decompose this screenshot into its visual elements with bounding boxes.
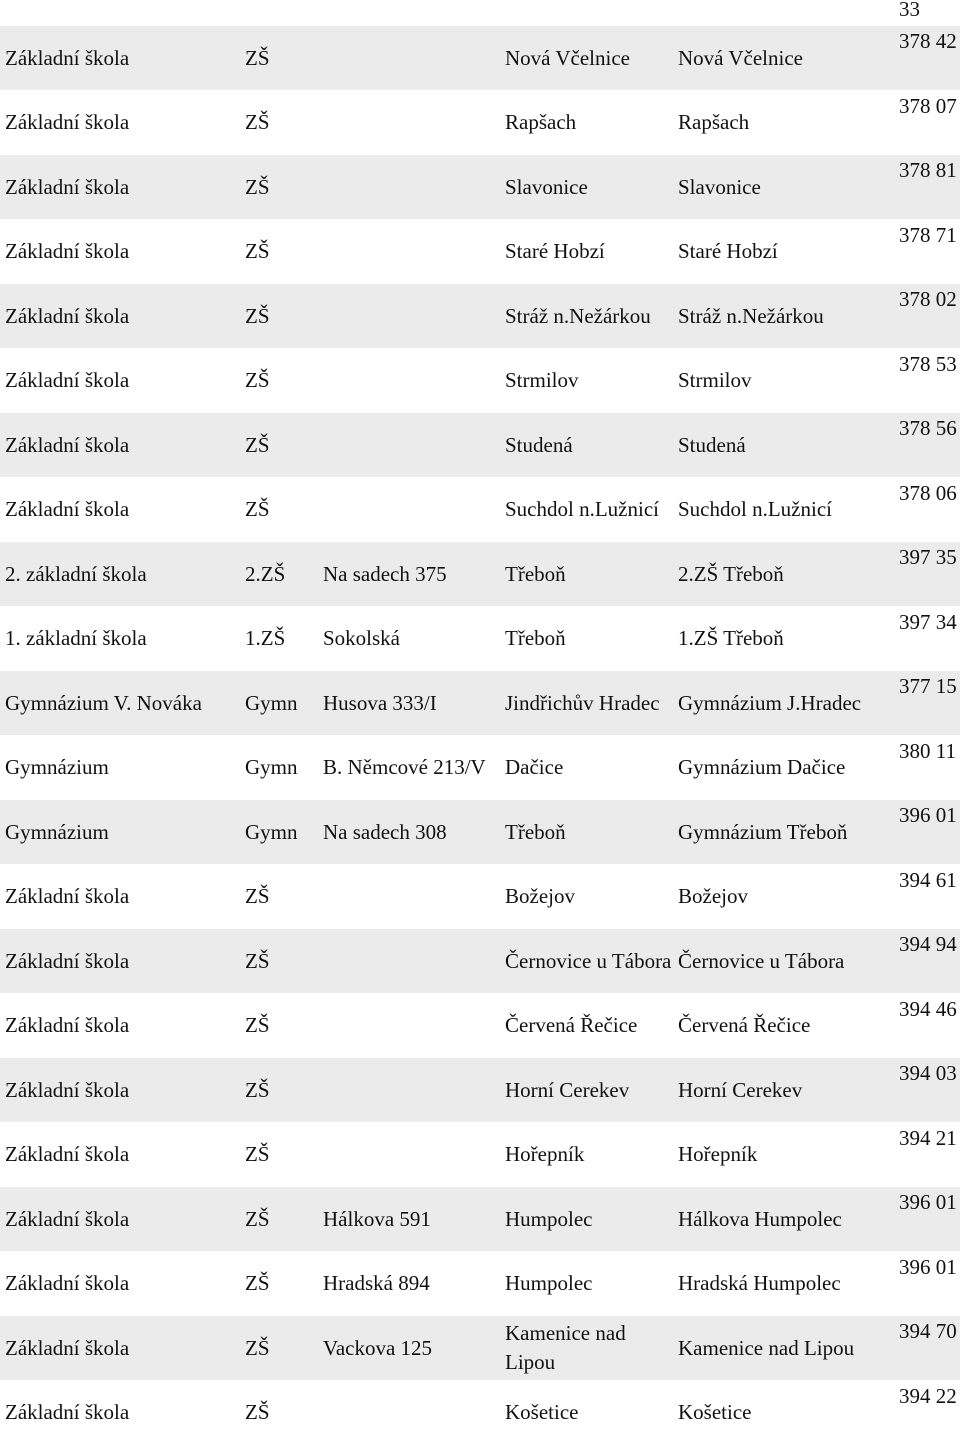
school-short-name-cell: [678, 929, 893, 993]
school-type: Základní škola: [5, 1076, 129, 1105]
school-short-name: Rapšach: [678, 108, 749, 137]
school-short-name-cell: [678, 349, 893, 413]
city: Humpolec: [505, 1269, 592, 1298]
school-short-name: Gymnázium J.Hradec: [678, 689, 861, 718]
school-short-name: Staré Hobzí: [678, 237, 778, 266]
postal-code-cell: [899, 1316, 957, 1380]
table-row: [0, 1123, 960, 1188]
school-short-name: Hořepník: [678, 1140, 757, 1169]
school-short-name-cell: [678, 220, 893, 284]
postal-code: 378 81: [899, 156, 957, 185]
school-type: Základní škola: [5, 1205, 129, 1234]
city: Třeboň: [505, 560, 566, 589]
school-abbr: ZŠ: [245, 366, 270, 395]
school-type-cell: [5, 26, 241, 90]
school-type-cell: [5, 736, 241, 800]
postal-code-cell: [899, 284, 957, 348]
postal-code: 396 01: [899, 1253, 957, 1282]
school-type: Základní škola: [5, 44, 129, 73]
school-short-name-cell: [678, 1058, 893, 1122]
school-type: Gymnázium V. Nováka: [5, 689, 202, 718]
postal-code-cell: [899, 929, 957, 993]
postal-code: 394 22: [899, 1382, 957, 1411]
postal-code: 396 01: [899, 801, 957, 830]
school-abbr-cell: [245, 800, 317, 864]
city: Humpolec: [505, 1205, 592, 1234]
city: Božejov: [505, 882, 575, 911]
postal-code-cell: [899, 1058, 957, 1122]
school-short-name-cell: [678, 26, 893, 90]
postal-code: 378 71: [899, 221, 957, 250]
school-short-name: Košetice: [678, 1398, 751, 1427]
table-row: [0, 1316, 960, 1381]
table-row: [0, 91, 960, 156]
school-abbr: ZŠ: [245, 882, 270, 911]
city: Kamenice nad Lipou: [505, 1319, 673, 1377]
street-address-cell: [323, 542, 501, 606]
city-cell: [505, 220, 673, 284]
postal-code: 378 02: [899, 285, 957, 314]
table-row: [0, 478, 960, 543]
school-abbr-cell: [245, 1252, 317, 1316]
school-abbr: ZŠ: [245, 947, 270, 976]
school-type: Gymnázium: [5, 753, 109, 782]
table-row: [0, 671, 960, 736]
school-short-name-cell: [678, 671, 893, 735]
table-row: [0, 929, 960, 994]
school-short-name-cell: [678, 1316, 893, 1380]
school-short-name: Hradská Humpolec: [678, 1269, 841, 1298]
city: Nová Včelnice: [505, 44, 630, 73]
school-type-cell: [5, 1252, 241, 1316]
school-short-name: Horní Cerekev: [678, 1076, 802, 1105]
postal-code: 394 94: [899, 930, 957, 959]
school-abbr: ZŠ: [245, 1398, 270, 1427]
city: Košetice: [505, 1398, 578, 1427]
city: Černovice u Tábora: [505, 947, 671, 976]
city-cell: [505, 1187, 673, 1251]
school-short-name: Studená: [678, 431, 746, 460]
school-abbr: ZŠ: [245, 1140, 270, 1169]
table-row: [0, 155, 960, 220]
school-type-cell: [5, 671, 241, 735]
street-address-cell: [323, 671, 501, 735]
school-abbr: ZŠ: [245, 1269, 270, 1298]
table-row: [0, 1252, 960, 1317]
postal-code: 380 11: [899, 737, 956, 766]
city-cell: [505, 1381, 673, 1445]
city-cell: [505, 1123, 673, 1187]
school-abbr-cell: [245, 994, 317, 1058]
school-type: Základní škola: [5, 431, 129, 460]
city: Hořepník: [505, 1140, 584, 1169]
school-type: Základní škola: [5, 1398, 129, 1427]
postal-code-cell: [899, 26, 957, 90]
school-type: Základní škola: [5, 1011, 129, 1040]
school-type-cell: [5, 1058, 241, 1122]
postal-code: 378 06: [899, 479, 957, 508]
school-abbr-cell: [245, 91, 317, 155]
street-address: Hálkova 591: [323, 1205, 431, 1234]
city: Slavonice: [505, 173, 588, 202]
school-type: Základní škola: [5, 947, 129, 976]
city-cell: [505, 1252, 673, 1316]
school-type-cell: [5, 349, 241, 413]
street-address: Husova 333/I: [323, 689, 437, 718]
postal-code: 394 21: [899, 1124, 957, 1153]
postal-code: 396 01: [899, 1188, 957, 1217]
postal-code: 394 46: [899, 995, 957, 1024]
school-type-cell: [5, 865, 241, 929]
school-short-name-cell: [678, 478, 893, 542]
city-cell: [505, 865, 673, 929]
table-row: [0, 220, 960, 285]
school-abbr-cell: [245, 220, 317, 284]
city-cell: [505, 413, 673, 477]
postal-code: 378 53: [899, 350, 957, 379]
postal-code-cell: [899, 1187, 957, 1251]
table-row: [0, 413, 960, 478]
postal-code: 377 15: [899, 672, 957, 701]
postal-code: 378 56: [899, 414, 957, 443]
city-cell: [505, 349, 673, 413]
school-short-name: Gymnázium Třeboň: [678, 818, 847, 847]
table-row: [0, 542, 960, 607]
street-address-cell: [323, 284, 501, 348]
postal-code: 378 07: [899, 92, 957, 121]
city-cell: [505, 736, 673, 800]
school-short-name-cell: [678, 1123, 893, 1187]
street-address-cell: [323, 91, 501, 155]
street-address-cell: [323, 349, 501, 413]
school-short-name: Nová Včelnice: [678, 44, 803, 73]
postal-code-cell: [899, 155, 957, 219]
school-short-name-cell: [678, 542, 893, 606]
psc-fragment: 33: [899, 0, 920, 24]
table-row: [0, 1058, 960, 1123]
street-address-cell: [323, 1252, 501, 1316]
school-abbr: ZŠ: [245, 495, 270, 524]
school-type-cell: [5, 284, 241, 348]
city: Třeboň: [505, 624, 566, 653]
city: Strmilov: [505, 366, 579, 395]
school-abbr: 2.ZŠ: [245, 560, 285, 589]
city-cell: [505, 800, 673, 864]
school-abbr-cell: [245, 736, 317, 800]
postal-code-cell: [899, 800, 957, 864]
street-address-cell: [323, 736, 501, 800]
city: Stráž n.Nežárkou: [505, 302, 651, 331]
school-type-cell: [5, 91, 241, 155]
school-short-name-cell: [678, 1381, 893, 1445]
city: Třeboň: [505, 818, 566, 847]
postal-code: 378 42: [899, 27, 957, 56]
street-address: Na sadech 308: [323, 818, 447, 847]
table-row: [0, 800, 960, 865]
school-abbr: ZŠ: [245, 302, 270, 331]
school-short-name: Gymnázium Dačice: [678, 753, 845, 782]
postal-code: 397 35: [899, 543, 957, 572]
school-short-name-cell: [678, 284, 893, 348]
school-type: Základní škola: [5, 302, 129, 331]
city: Jindřichův Hradec: [505, 689, 660, 718]
school-type: Základní škola: [5, 366, 129, 395]
city-cell: [505, 607, 673, 671]
school-abbr: ZŠ: [245, 1076, 270, 1105]
street-address-cell: [323, 478, 501, 542]
city: Červená Řečice: [505, 1011, 637, 1040]
table-row: [0, 349, 960, 414]
school-short-name: Božejov: [678, 882, 748, 911]
school-type-cell: [5, 478, 241, 542]
street-address-cell: [323, 26, 501, 90]
school-abbr-cell: [245, 607, 317, 671]
school-type-cell: [5, 800, 241, 864]
school-short-name: Hálkova Humpolec: [678, 1205, 842, 1234]
street-address-cell: [323, 1058, 501, 1122]
school-short-name: Červená Řečice: [678, 1011, 810, 1040]
postal-code-cell: [899, 671, 957, 735]
street-address-cell: [323, 607, 501, 671]
school-type-cell: [5, 994, 241, 1058]
postal-code-cell: [899, 1381, 957, 1445]
school-type: Základní škola: [5, 1269, 129, 1298]
school-abbr-cell: [245, 413, 317, 477]
school-short-name-cell: [678, 736, 893, 800]
school-short-name: Černovice u Tábora: [678, 947, 844, 976]
city-cell: [505, 284, 673, 348]
school-abbr: ZŠ: [245, 1011, 270, 1040]
school-abbr-cell: [245, 284, 317, 348]
school-abbr: ZŠ: [245, 173, 270, 202]
street-address-cell: [323, 413, 501, 477]
school-short-name: 1.ZŠ Třeboň: [678, 624, 784, 653]
school-short-name-cell: [678, 1252, 893, 1316]
school-abbr-cell: [245, 155, 317, 219]
city-cell: [505, 478, 673, 542]
street-address-cell: [323, 1123, 501, 1187]
postal-code-cell: [899, 736, 957, 800]
city-cell: [505, 994, 673, 1058]
city-cell: [505, 671, 673, 735]
city: Horní Cerekev: [505, 1076, 629, 1105]
table-row: [0, 607, 960, 672]
city-cell: [505, 91, 673, 155]
postal-code-cell: [899, 220, 957, 284]
city-cell: [505, 155, 673, 219]
postal-code-cell: [899, 413, 957, 477]
school-abbr: ZŠ: [245, 44, 270, 73]
city: Rapšach: [505, 108, 576, 137]
school-short-name-cell: [678, 413, 893, 477]
city-cell: [505, 929, 673, 993]
postal-code: 397 34: [899, 608, 957, 637]
school-type: Základní škola: [5, 1334, 129, 1363]
school-short-name: Strmilov: [678, 366, 752, 395]
school-type-cell: [5, 929, 241, 993]
street-address-cell: [323, 865, 501, 929]
school-abbr-cell: [245, 1123, 317, 1187]
school-abbr: Gymn: [245, 818, 298, 847]
school-abbr-cell: [245, 671, 317, 735]
school-short-name-cell: [678, 91, 893, 155]
school-table: [0, 26, 960, 1445]
school-type: 1. základní škola: [5, 624, 147, 653]
street-address-cell: [323, 1187, 501, 1251]
school-abbr-cell: [245, 542, 317, 606]
school-abbr-cell: [245, 1058, 317, 1122]
school-abbr: ZŠ: [245, 237, 270, 266]
postal-code: 394 70: [899, 1317, 957, 1346]
table-row: [0, 1381, 960, 1445]
school-short-name: Suchdol n.Lužnicí: [678, 495, 832, 524]
street-address-cell: [323, 929, 501, 993]
city-cell: [505, 1316, 673, 1380]
school-abbr-cell: [245, 865, 317, 929]
street-address-cell: [323, 1316, 501, 1380]
city-cell: [505, 542, 673, 606]
school-type-cell: [5, 607, 241, 671]
table-row: [0, 994, 960, 1059]
table-row: [0, 1187, 960, 1252]
school-type: Základní škola: [5, 173, 129, 202]
city: Suchdol n.Lužnicí: [505, 495, 659, 524]
postal-code-cell: [899, 349, 957, 413]
school-short-name-cell: [678, 607, 893, 671]
school-abbr: ZŠ: [245, 1334, 270, 1363]
school-abbr: ZŠ: [245, 108, 270, 137]
school-type: 2. základní škola: [5, 560, 147, 589]
table-row: [0, 865, 960, 930]
school-abbr-cell: [245, 478, 317, 542]
school-type: Základní škola: [5, 108, 129, 137]
street-address-cell: [323, 994, 501, 1058]
school-short-name-cell: [678, 1187, 893, 1251]
street-address: Na sadech 375: [323, 560, 447, 589]
school-abbr-cell: [245, 26, 317, 90]
school-type: Základní škola: [5, 882, 129, 911]
city: Studená: [505, 431, 573, 460]
school-abbr: Gymn: [245, 753, 298, 782]
school-type: Gymnázium: [5, 818, 109, 847]
postal-code: 394 03: [899, 1059, 957, 1088]
school-type: Základní škola: [5, 1140, 129, 1169]
postal-code-cell: [899, 994, 957, 1058]
city: Staré Hobzí: [505, 237, 605, 266]
school-short-name: Stráž n.Nežárkou: [678, 302, 824, 331]
street-address-cell: [323, 155, 501, 219]
postal-code: 394 61: [899, 866, 957, 895]
school-abbr: 1.ZŠ: [245, 624, 285, 653]
street-address: B. Němcové 213/V: [323, 753, 486, 782]
street-address: Sokolská: [323, 624, 400, 653]
school-type-cell: [5, 220, 241, 284]
school-type-cell: [5, 542, 241, 606]
street-address-cell: [323, 220, 501, 284]
city: Dačice: [505, 753, 563, 782]
school-abbr: ZŠ: [245, 431, 270, 460]
street-address-cell: [323, 800, 501, 864]
street-address: Vackova 125: [323, 1334, 432, 1363]
school-short-name-cell: [678, 155, 893, 219]
school-abbr-cell: [245, 1316, 317, 1380]
school-type-cell: [5, 413, 241, 477]
street-address-cell: [323, 1381, 501, 1445]
school-abbr: Gymn: [245, 689, 298, 718]
school-type: Základní škola: [5, 237, 129, 266]
table-row: [0, 284, 960, 349]
postal-code-cell: [899, 865, 957, 929]
school-abbr-cell: [245, 1187, 317, 1251]
postal-code-cell: [899, 542, 957, 606]
school-abbr-cell: [245, 349, 317, 413]
postal-code-cell: [899, 91, 957, 155]
table-row: [0, 26, 960, 91]
postal-code-cell: [899, 478, 957, 542]
school-type-cell: [5, 1381, 241, 1445]
school-type-cell: [5, 1187, 241, 1251]
school-short-name-cell: [678, 994, 893, 1058]
postal-code-cell: [899, 607, 957, 671]
postal-code-cell: [899, 1123, 957, 1187]
school-short-name-cell: [678, 865, 893, 929]
school-short-name: Slavonice: [678, 173, 761, 202]
school-abbr-cell: [245, 1381, 317, 1445]
school-abbr: ZŠ: [245, 1205, 270, 1234]
school-type-cell: [5, 155, 241, 219]
school-short-name-cell: [678, 800, 893, 864]
street-address: Hradská 894: [323, 1269, 430, 1298]
school-short-name: 2.ZŠ Třeboň: [678, 560, 784, 589]
school-abbr-cell: [245, 929, 317, 993]
school-type: Základní škola: [5, 495, 129, 524]
school-short-name: Kamenice nad Lipou: [678, 1334, 854, 1363]
school-type-cell: [5, 1316, 241, 1380]
table-row: [0, 736, 960, 801]
city-cell: [505, 1058, 673, 1122]
city-cell: [505, 26, 673, 90]
postal-code-cell: [899, 1252, 957, 1316]
school-type-cell: [5, 1123, 241, 1187]
